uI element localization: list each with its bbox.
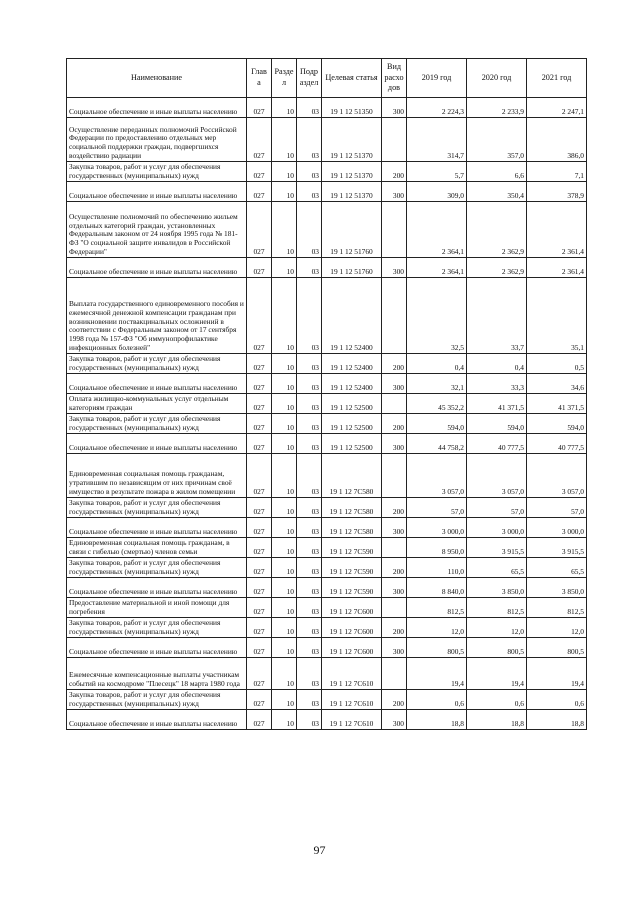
cell-name: Социальное обеспечение и иные выплаты населению <box>67 182 247 202</box>
cell-2021: 34,6 <box>527 374 587 394</box>
cell-razdel: 10 <box>272 658 297 690</box>
table-row <box>67 598 587 618</box>
cell-glava: 027 <box>247 498 272 518</box>
cell-expense-type: 200 <box>382 498 407 518</box>
table-row <box>67 658 587 690</box>
cell-podrazdel: 03 <box>297 518 322 538</box>
cell-2021: 3 915,5 <box>527 538 587 558</box>
table-row <box>67 618 587 638</box>
table-row <box>67 690 587 710</box>
cell-podrazdel: 03 <box>297 638 322 658</box>
cell-name: Предоставление материальной и иной помощи для погребения <box>67 598 247 618</box>
cell-2019: 3 000,0 <box>407 518 467 538</box>
cell-2020: 57,0 <box>467 498 527 518</box>
cell-glava: 027 <box>247 202 272 258</box>
header-razdel: Разде л <box>272 59 297 98</box>
cell-expense-type: 200 <box>382 414 407 434</box>
cell-2021: 386,0 <box>527 118 587 162</box>
header-expense-type: Вид расхо дов <box>382 59 407 98</box>
table-row <box>67 182 587 202</box>
cell-expense-type <box>382 202 407 258</box>
cell-podrazdel: 03 <box>297 414 322 434</box>
cell-expense-type: 300 <box>382 374 407 394</box>
cell-target-article: 19 1 12 52500 <box>322 394 382 414</box>
cell-2019: 800,5 <box>407 638 467 658</box>
cell-target-article: 19 1 12 7С610 <box>322 690 382 710</box>
cell-2019: 2 364,1 <box>407 202 467 258</box>
cell-name: Социальное обеспечение и иные выплаты населению <box>67 374 247 394</box>
cell-expense-type: 200 <box>382 354 407 374</box>
cell-2019: 0,4 <box>407 354 467 374</box>
cell-2020: 350,4 <box>467 182 527 202</box>
cell-2020: 0,6 <box>467 690 527 710</box>
table-body <box>67 98 587 730</box>
cell-2019: 309,0 <box>407 182 467 202</box>
cell-podrazdel: 03 <box>297 578 322 598</box>
cell-name: Закупка товаров, работ и услуг для обеспечения государственных (муниципальных) нужд <box>67 558 247 578</box>
header-name: Наименование <box>67 59 247 98</box>
cell-target-article: 19 1 12 7С600 <box>322 638 382 658</box>
cell-razdel: 10 <box>272 278 297 354</box>
cell-podrazdel: 03 <box>297 498 322 518</box>
cell-expense-type <box>382 118 407 162</box>
cell-expense-type: 300 <box>382 710 407 730</box>
cell-target-article: 19 1 12 51350 <box>322 98 382 118</box>
cell-2021: 35,1 <box>527 278 587 354</box>
cell-2021: 57,0 <box>527 498 587 518</box>
cell-podrazdel: 03 <box>297 538 322 558</box>
table-row <box>67 558 587 578</box>
cell-expense-type: 300 <box>382 638 407 658</box>
cell-glava: 027 <box>247 578 272 598</box>
table-row <box>67 414 587 434</box>
cell-podrazdel: 03 <box>297 598 322 618</box>
cell-2021: 378,9 <box>527 182 587 202</box>
cell-target-article: 19 1 12 51370 <box>322 182 382 202</box>
cell-expense-type: 300 <box>382 182 407 202</box>
cell-podrazdel: 03 <box>297 118 322 162</box>
cell-name: Закупка товаров, работ и услуг для обеспечения государственных (муниципальных) нужд <box>67 354 247 374</box>
cell-2020: 40 777,5 <box>467 434 527 454</box>
cell-2019: 32,1 <box>407 374 467 394</box>
header-year-2020: 2020 год <box>467 59 527 98</box>
cell-podrazdel: 03 <box>297 690 322 710</box>
cell-glava: 027 <box>247 278 272 354</box>
cell-target-article: 19 1 12 52500 <box>322 414 382 434</box>
header-glava: Глав а <box>247 59 272 98</box>
table-row <box>67 454 587 498</box>
cell-2021: 3 850,0 <box>527 578 587 598</box>
cell-2021: 812,5 <box>527 598 587 618</box>
cell-2019: 18,8 <box>407 710 467 730</box>
cell-glava: 027 <box>247 98 272 118</box>
cell-2019: 8 840,0 <box>407 578 467 598</box>
cell-target-article: 19 1 12 52400 <box>322 354 382 374</box>
cell-2019: 314,7 <box>407 118 467 162</box>
header-year-2021: 2021 год <box>527 59 587 98</box>
cell-name: Ежемесячные компенсационные выплаты участникам событий на космодроме "Плесецк" 18 марта 1980 года <box>67 658 247 690</box>
cell-name: Единовременная социальная помощь гражданам, утратившим по независящим от них причинам своё имущество в результате пожара в жилом помещении <box>67 454 247 498</box>
cell-expense-type: 300 <box>382 98 407 118</box>
table-row <box>67 578 587 598</box>
cell-2020: 812,5 <box>467 598 527 618</box>
cell-name: Социальное обеспечение и иные выплаты населению <box>67 258 247 278</box>
table-row <box>67 538 587 558</box>
header-target-article: Целевая статья <box>322 59 382 98</box>
table-row <box>67 354 587 374</box>
cell-name: Социальное обеспечение и иные выплаты населению <box>67 578 247 598</box>
table-row <box>67 258 587 278</box>
cell-target-article: 19 1 12 7С590 <box>322 558 382 578</box>
cell-name: Социальное обеспечение и иные выплаты населению <box>67 434 247 454</box>
cell-2019: 3 057,0 <box>407 454 467 498</box>
cell-2020: 800,5 <box>467 638 527 658</box>
budget-table <box>66 58 587 730</box>
cell-2020: 41 371,5 <box>467 394 527 414</box>
cell-2020: 3 057,0 <box>467 454 527 498</box>
table-row <box>67 518 587 538</box>
cell-2019: 8 950,0 <box>407 538 467 558</box>
cell-2019: 812,5 <box>407 598 467 618</box>
table-row <box>67 638 587 658</box>
cell-expense-type <box>382 538 407 558</box>
cell-expense-type <box>382 598 407 618</box>
cell-name: Социальное обеспечение и иные выплаты населению <box>67 638 247 658</box>
cell-target-article: 19 1 12 51760 <box>322 202 382 258</box>
cell-2020: 3 915,5 <box>467 538 527 558</box>
cell-podrazdel: 03 <box>297 374 322 394</box>
cell-glava: 027 <box>247 374 272 394</box>
table-row <box>67 434 587 454</box>
cell-name: Выплата государственного единовременного пособия и ежемесячной денежной компенсации гражданам при возникновении поствакцинальных осложнений в соответствии с Федеральным законом от 17 сентября 1998 года № 157-ФЗ "Об иммунопрофилактике инфекционных болезней" <box>67 278 247 354</box>
cell-expense-type <box>382 454 407 498</box>
table-row <box>67 162 587 182</box>
cell-2019: 2 224,3 <box>407 98 467 118</box>
cell-podrazdel: 03 <box>297 454 322 498</box>
cell-name: Социальное обеспечение и иные выплаты населению <box>67 518 247 538</box>
cell-glava: 027 <box>247 558 272 578</box>
cell-target-article: 19 1 12 52400 <box>322 278 382 354</box>
cell-2020: 3 850,0 <box>467 578 527 598</box>
cell-2020: 65,5 <box>467 558 527 578</box>
cell-target-article: 19 1 12 51370 <box>322 118 382 162</box>
cell-2020: 2 362,9 <box>467 258 527 278</box>
cell-glava: 027 <box>247 518 272 538</box>
cell-podrazdel: 03 <box>297 278 322 354</box>
cell-glava: 027 <box>247 394 272 414</box>
cell-expense-type: 300 <box>382 258 407 278</box>
table-row <box>67 374 587 394</box>
cell-glava: 027 <box>247 538 272 558</box>
cell-razdel: 10 <box>272 518 297 538</box>
cell-razdel: 10 <box>272 394 297 414</box>
cell-podrazdel: 03 <box>297 258 322 278</box>
cell-2021: 12,0 <box>527 618 587 638</box>
cell-podrazdel: 03 <box>297 182 322 202</box>
cell-glava: 027 <box>247 658 272 690</box>
cell-2019: 5,7 <box>407 162 467 182</box>
cell-razdel: 10 <box>272 454 297 498</box>
cell-2019: 0,6 <box>407 690 467 710</box>
cell-expense-type: 200 <box>382 690 407 710</box>
cell-target-article: 19 1 12 7С600 <box>322 598 382 618</box>
cell-2020: 357,0 <box>467 118 527 162</box>
table-row <box>67 118 587 162</box>
cell-target-article: 19 1 12 7С600 <box>322 618 382 638</box>
cell-razdel: 10 <box>272 578 297 598</box>
cell-2020: 2 362,9 <box>467 202 527 258</box>
cell-2019: 2 364,1 <box>407 258 467 278</box>
cell-razdel: 10 <box>272 558 297 578</box>
cell-target-article: 19 1 12 7С590 <box>322 538 382 558</box>
cell-2020: 18,8 <box>467 710 527 730</box>
cell-podrazdel: 03 <box>297 618 322 638</box>
cell-target-article: 19 1 12 7С580 <box>322 454 382 498</box>
cell-2019: 45 352,2 <box>407 394 467 414</box>
table-row <box>67 498 587 518</box>
cell-2019: 110,0 <box>407 558 467 578</box>
cell-podrazdel: 03 <box>297 434 322 454</box>
cell-name: Осуществление полномочий по обеспечению жильем отдельных категорий граждан, установленных Федеральным законом от 24 ноября 1995 года № 181-ФЗ "О социальной защите инвалидов в Российской Федерации" <box>67 202 247 258</box>
page-number: 97 <box>313 843 326 857</box>
cell-2019: 594,0 <box>407 414 467 434</box>
cell-glava: 027 <box>247 118 272 162</box>
cell-razdel: 10 <box>272 258 297 278</box>
cell-glava: 027 <box>247 710 272 730</box>
cell-2020: 19,4 <box>467 658 527 690</box>
cell-2020: 6,6 <box>467 162 527 182</box>
cell-glava: 027 <box>247 182 272 202</box>
header-podrazdel: Подр аздел <box>297 59 322 98</box>
cell-2021: 7,1 <box>527 162 587 182</box>
cell-2021: 19,4 <box>527 658 587 690</box>
table-header-row <box>67 59 587 98</box>
cell-2020: 594,0 <box>467 414 527 434</box>
cell-razdel: 10 <box>272 118 297 162</box>
cell-expense-type <box>382 658 407 690</box>
cell-glava: 027 <box>247 434 272 454</box>
cell-name: Закупка товаров, работ и услуг для обеспечения государственных (муниципальных) нужд <box>67 162 247 182</box>
cell-2019: 32,5 <box>407 278 467 354</box>
cell-razdel: 10 <box>272 690 297 710</box>
cell-expense-type: 300 <box>382 578 407 598</box>
cell-2021: 65,5 <box>527 558 587 578</box>
cell-target-article: 19 1 12 52500 <box>322 434 382 454</box>
cell-2021: 0,5 <box>527 354 587 374</box>
cell-glava: 027 <box>247 598 272 618</box>
cell-target-article: 19 1 12 7С610 <box>322 710 382 730</box>
cell-2020: 12,0 <box>467 618 527 638</box>
cell-2021: 41 371,5 <box>527 394 587 414</box>
cell-name: Оплата жилищно-коммунальных услуг отдельным категориям граждан <box>67 394 247 414</box>
cell-2021: 40 777,5 <box>527 434 587 454</box>
cell-podrazdel: 03 <box>297 558 322 578</box>
cell-name: Закупка товаров, работ и услуг для обеспечения государственных (муниципальных) нужд <box>67 498 247 518</box>
cell-2021: 2 361,4 <box>527 202 587 258</box>
cell-2019: 12,0 <box>407 618 467 638</box>
cell-podrazdel: 03 <box>297 354 322 374</box>
cell-name: Единовременная социальная помощь гражданам, в связи с гибелью (смертью) членов семьи <box>67 538 247 558</box>
cell-expense-type: 300 <box>382 434 407 454</box>
cell-glava: 027 <box>247 618 272 638</box>
cell-glava: 027 <box>247 414 272 434</box>
cell-expense-type <box>382 394 407 414</box>
cell-2020: 3 000,0 <box>467 518 527 538</box>
cell-2021: 2 247,1 <box>527 98 587 118</box>
cell-expense-type: 200 <box>382 162 407 182</box>
cell-target-article: 19 1 12 51760 <box>322 258 382 278</box>
cell-razdel: 10 <box>272 498 297 518</box>
cell-glava: 027 <box>247 258 272 278</box>
table-row <box>67 394 587 414</box>
cell-glava: 027 <box>247 454 272 498</box>
cell-razdel: 10 <box>272 414 297 434</box>
cell-2020: 33,3 <box>467 374 527 394</box>
cell-name: Закупка товаров, работ и услуг для обеспечения государственных (муниципальных) нужд <box>67 690 247 710</box>
cell-podrazdel: 03 <box>297 394 322 414</box>
cell-expense-type: 200 <box>382 618 407 638</box>
cell-glava: 027 <box>247 638 272 658</box>
cell-podrazdel: 03 <box>297 658 322 690</box>
cell-2019: 57,0 <box>407 498 467 518</box>
cell-podrazdel: 03 <box>297 162 322 182</box>
cell-glava: 027 <box>247 162 272 182</box>
cell-2021: 594,0 <box>527 414 587 434</box>
cell-2019: 44 758,2 <box>407 434 467 454</box>
cell-2021: 2 361,4 <box>527 258 587 278</box>
cell-razdel: 10 <box>272 162 297 182</box>
cell-podrazdel: 03 <box>297 98 322 118</box>
cell-name: Социальное обеспечение и иные выплаты населению <box>67 710 247 730</box>
cell-2020: 2 233,9 <box>467 98 527 118</box>
cell-podrazdel: 03 <box>297 202 322 258</box>
cell-2021: 800,5 <box>527 638 587 658</box>
table-row <box>67 710 587 730</box>
cell-razdel: 10 <box>272 98 297 118</box>
cell-2019: 19,4 <box>407 658 467 690</box>
cell-razdel: 10 <box>272 374 297 394</box>
cell-2021: 3 000,0 <box>527 518 587 538</box>
cell-razdel: 10 <box>272 538 297 558</box>
cell-name: Закупка товаров, работ и услуг для обеспечения государственных (муниципальных) нужд <box>67 618 247 638</box>
cell-name: Закупка товаров, работ и услуг для обеспечения государственных (муниципальных) нужд <box>67 414 247 434</box>
cell-expense-type <box>382 278 407 354</box>
cell-2021: 3 057,0 <box>527 454 587 498</box>
header-year-2019: 2019 год <box>407 59 467 98</box>
cell-name: Осуществление переданных полномочий Российской Федерации по предоставлению отдельных мер социальной поддержки граждан, подвергшихся воздействию радиации <box>67 118 247 162</box>
cell-podrazdel: 03 <box>297 710 322 730</box>
cell-glava: 027 <box>247 690 272 710</box>
cell-2021: 0,6 <box>527 690 587 710</box>
cell-2020: 33,7 <box>467 278 527 354</box>
cell-target-article: 19 1 12 7С580 <box>322 498 382 518</box>
cell-razdel: 10 <box>272 710 297 730</box>
cell-expense-type: 300 <box>382 518 407 538</box>
cell-target-article: 19 1 12 7С610 <box>322 658 382 690</box>
cell-razdel: 10 <box>272 638 297 658</box>
cell-razdel: 10 <box>272 202 297 258</box>
cell-2020: 0,4 <box>467 354 527 374</box>
cell-razdel: 10 <box>272 618 297 638</box>
cell-target-article: 19 1 12 7С580 <box>322 518 382 538</box>
cell-2021: 18,8 <box>527 710 587 730</box>
cell-razdel: 10 <box>272 434 297 454</box>
cell-target-article: 19 1 12 51370 <box>322 162 382 182</box>
table-row <box>67 278 587 354</box>
table-row <box>67 202 587 258</box>
cell-name: Социальное обеспечение и иные выплаты населению <box>67 98 247 118</box>
cell-expense-type: 200 <box>382 558 407 578</box>
cell-razdel: 10 <box>272 354 297 374</box>
cell-target-article: 19 1 12 52400 <box>322 374 382 394</box>
cell-razdel: 10 <box>272 182 297 202</box>
cell-razdel: 10 <box>272 598 297 618</box>
cell-target-article: 19 1 12 7С590 <box>322 578 382 598</box>
cell-glava: 027 <box>247 354 272 374</box>
table-row <box>67 98 587 118</box>
